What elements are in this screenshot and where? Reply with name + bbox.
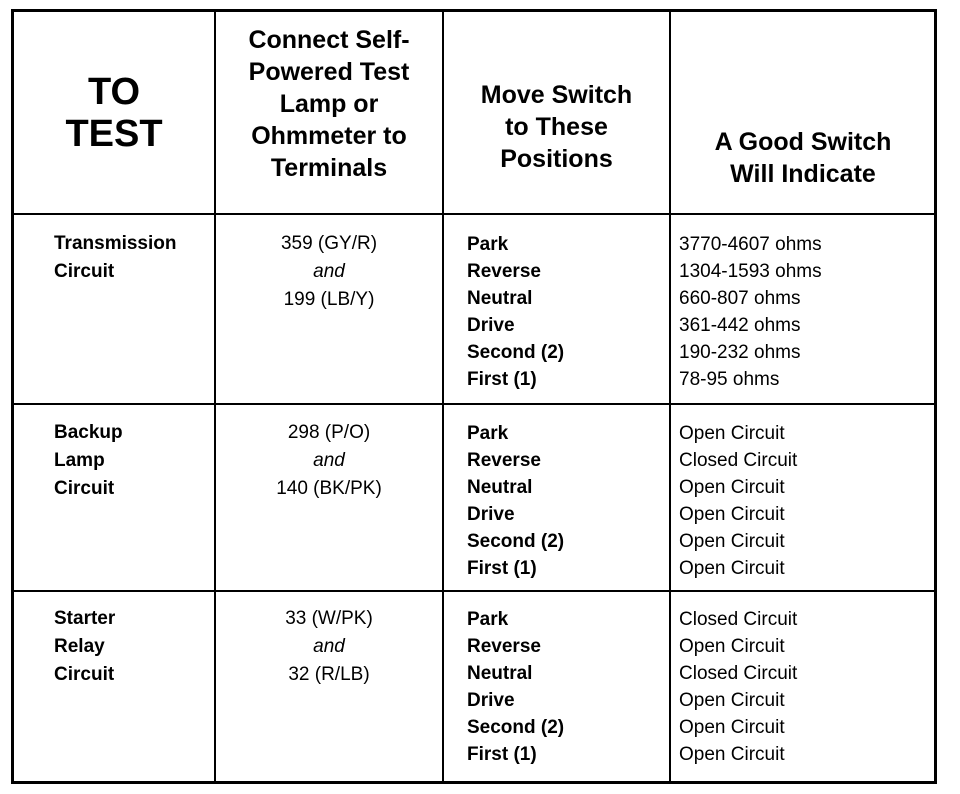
position-item: Reverse [467,450,541,471]
result-item: 3770-4607 ohms [679,234,822,255]
header-connect-terminals [216,14,442,194]
header-to-test-line: TO [87,70,141,113]
header-indicate-line: Will Indicate [730,160,876,188]
row-divider [11,403,937,405]
terminal-and: and [313,261,345,282]
header-good-switch [671,110,935,206]
position-item: Second (2) [467,531,565,552]
row-backup-lamp-circuit [54,419,214,503]
result-item: Open Circuit [679,531,785,552]
position-item: Neutral [467,288,533,309]
result-item: Open Circuit [679,744,785,765]
terminal-b: 140 (BK/PK) [276,478,382,499]
position-item: Park [467,423,509,444]
position-item: Drive [467,315,515,336]
position-item: First (1) [467,744,537,765]
row-divider [11,590,937,592]
circuit-label: Lamp [54,450,105,471]
terminal-a: 298 (P/O) [287,422,371,443]
position-item: Park [467,609,509,630]
position-item: Park [467,234,509,255]
result-item: 361-442 ohms [679,315,801,336]
circuit-label: Circuit [54,478,115,499]
header-move-line: Move Switch [480,81,633,109]
terminal-b: 199 (LB/Y) [283,289,375,310]
terminal-a: 359 (GY/R) [280,233,378,254]
result-item: 660-807 ohms [679,288,801,309]
terminal-a: 33 (W/PK) [285,608,373,629]
position-item: First (1) [467,369,537,390]
row-divider [11,213,937,215]
header-indicate-line: A Good Switch [714,128,892,156]
header-to-test [14,12,214,213]
position-item: Drive [467,690,515,711]
row-starter-relay-positions [467,606,667,768]
header-connect-line: Ohmmeter to [251,122,407,150]
position-item: Neutral [467,663,533,684]
circuit-label: Backup [54,422,123,443]
result-item: Open Circuit [679,504,785,525]
circuit-label: Starter [54,608,116,629]
row-transmission-circuit [54,230,214,286]
header-move-switch [444,62,669,192]
header-connect-line: Lamp or [279,90,379,118]
result-item: 190-232 ohms [679,342,801,363]
result-item: Open Circuit [679,558,785,579]
row-backup-lamp-positions [467,420,667,582]
header-move-line: to These [505,113,608,141]
result-item: Closed Circuit [679,450,798,471]
circuit-label: Relay [54,636,105,657]
row-transmission-results [679,231,934,393]
terminal-and: and [313,450,345,471]
position-item: Neutral [467,477,533,498]
row-transmission-terminals [216,230,442,314]
position-item: Second (2) [467,342,565,363]
row-starter-relay-results [679,606,934,768]
row-backup-lamp-terminals [216,419,442,503]
terminal-and: and [313,636,345,657]
header-move-line: Positions [500,145,613,173]
result-item: 1304-1593 ohms [679,261,822,282]
position-item: First (1) [467,558,537,579]
header-to-test-line: TEST [65,112,163,155]
row-backup-lamp-results [679,420,934,582]
result-item: Closed Circuit [679,609,798,630]
header-connect-line: Terminals [270,154,388,182]
result-item: Open Circuit [679,423,785,444]
row-starter-relay-terminals [216,605,442,689]
position-item: Second (2) [467,717,565,738]
circuit-label: Circuit [54,664,115,685]
row-transmission-positions [467,231,667,393]
position-item: Drive [467,504,515,525]
header-connect-line: Powered Test [248,58,410,86]
result-item: Open Circuit [679,477,785,498]
result-item: Open Circuit [679,636,785,657]
row-starter-relay-circuit [54,605,214,689]
result-item: Closed Circuit [679,663,798,684]
circuit-label: Transmission [54,233,177,254]
position-item: Reverse [467,261,541,282]
result-item: 78-95 ohms [679,369,780,390]
circuit-label: Circuit [54,261,115,282]
position-item: Reverse [467,636,541,657]
result-item: Open Circuit [679,690,785,711]
header-connect-line: Connect Self- [248,26,410,54]
terminal-b: 32 (R/LB) [288,664,370,685]
result-item: Open Circuit [679,717,785,738]
